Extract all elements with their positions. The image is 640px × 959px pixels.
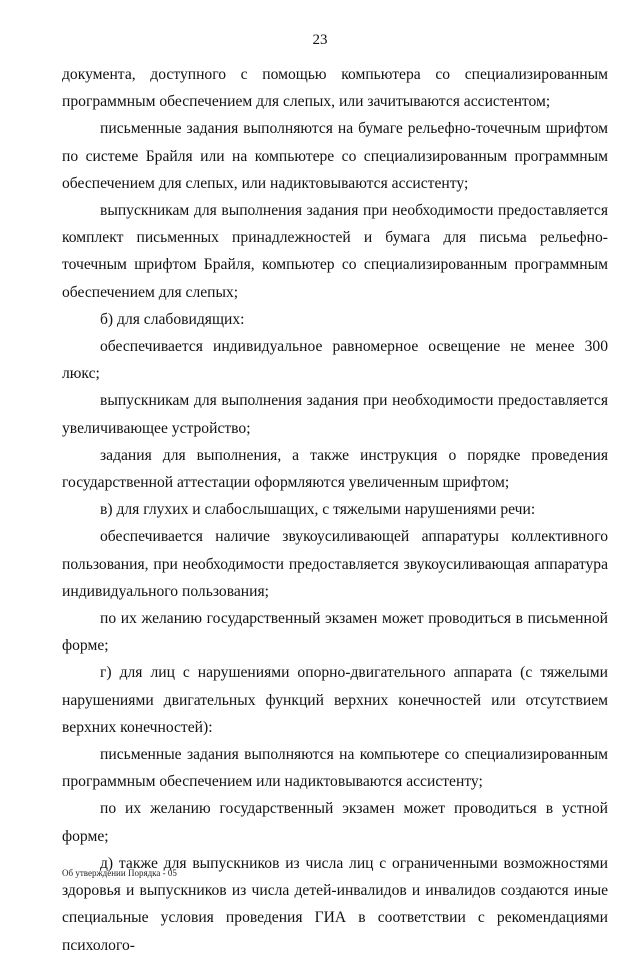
- paragraph: в) для глухих и слабослышащих, с тяжелыми нарушениями речи:: [100, 501, 536, 519]
- paragraph: документа, доступного с помощью компьютера со специализированным программным обеспечением для слепых, или зачитываются ассистентом;: [62, 66, 608, 111]
- page-number: 23: [312, 32, 328, 48]
- paragraph: обеспечивается индивидуальное равномерное освещение не менее 300 люкс;: [62, 338, 608, 383]
- paragraph: выпускникам для выполнения задания при необходимости предоставляется комплект письменных принадлежностей и бумага для письма рельефно-точечным шрифтом Брайля, компьютер со специализированным программным обеспечением для слепых;: [62, 202, 608, 301]
- paragraph: г) для лиц с нарушениями опорно-двигательного аппарата (с тяжелыми нарушениями двигательных функций верхних конечностей или отсутствием верхних конечностей):: [62, 664, 608, 736]
- paragraph: письменные задания выполняются на компьютере со специализированным программным обеспечением или надиктовываются ассистенту;: [62, 746, 608, 791]
- paragraph: выпускникам для выполнения задания при необходимости предоставляется увеличивающее устройство;: [62, 392, 608, 437]
- paragraph: задания для выполнения, а также инструкция о порядке проведения государственной аттестации оформляются увеличенным шрифтом;: [62, 446, 608, 492]
- body-text: [62, 61, 608, 959]
- paragraph: по их желанию государственный экзамен может проводиться в устной форме;: [62, 800, 608, 845]
- paragraph: письменные задания выполняются на бумаге рельефно-точечным шрифтом по системе Брайля или на компьютере со специализированным программным обеспечением для слепых, или надиктовываются ассистенту;: [62, 120, 608, 192]
- paragraph: б) для слабовидящих:: [100, 310, 245, 328]
- footer-note: Об утверждении Порядка - 05: [62, 868, 177, 878]
- paragraph: по их желанию государственный экзамен может проводиться в письменной форме;: [62, 610, 608, 655]
- paragraph: обеспечивается наличие звукоусиливающей аппаратуры коллективного пользования, при необходимости предоставляется звукоусиливающая аппаратура индивидуального пользования;: [62, 528, 608, 600]
- paragraph: д) также для выпускников из числа лиц с ограниченными возможностями здоровья и выпускников из числа детей-инвалидов и инвалидов создаются иные специальные условия проведения ГИА в соответствии с рекомендациями психолого-: [62, 854, 608, 954]
